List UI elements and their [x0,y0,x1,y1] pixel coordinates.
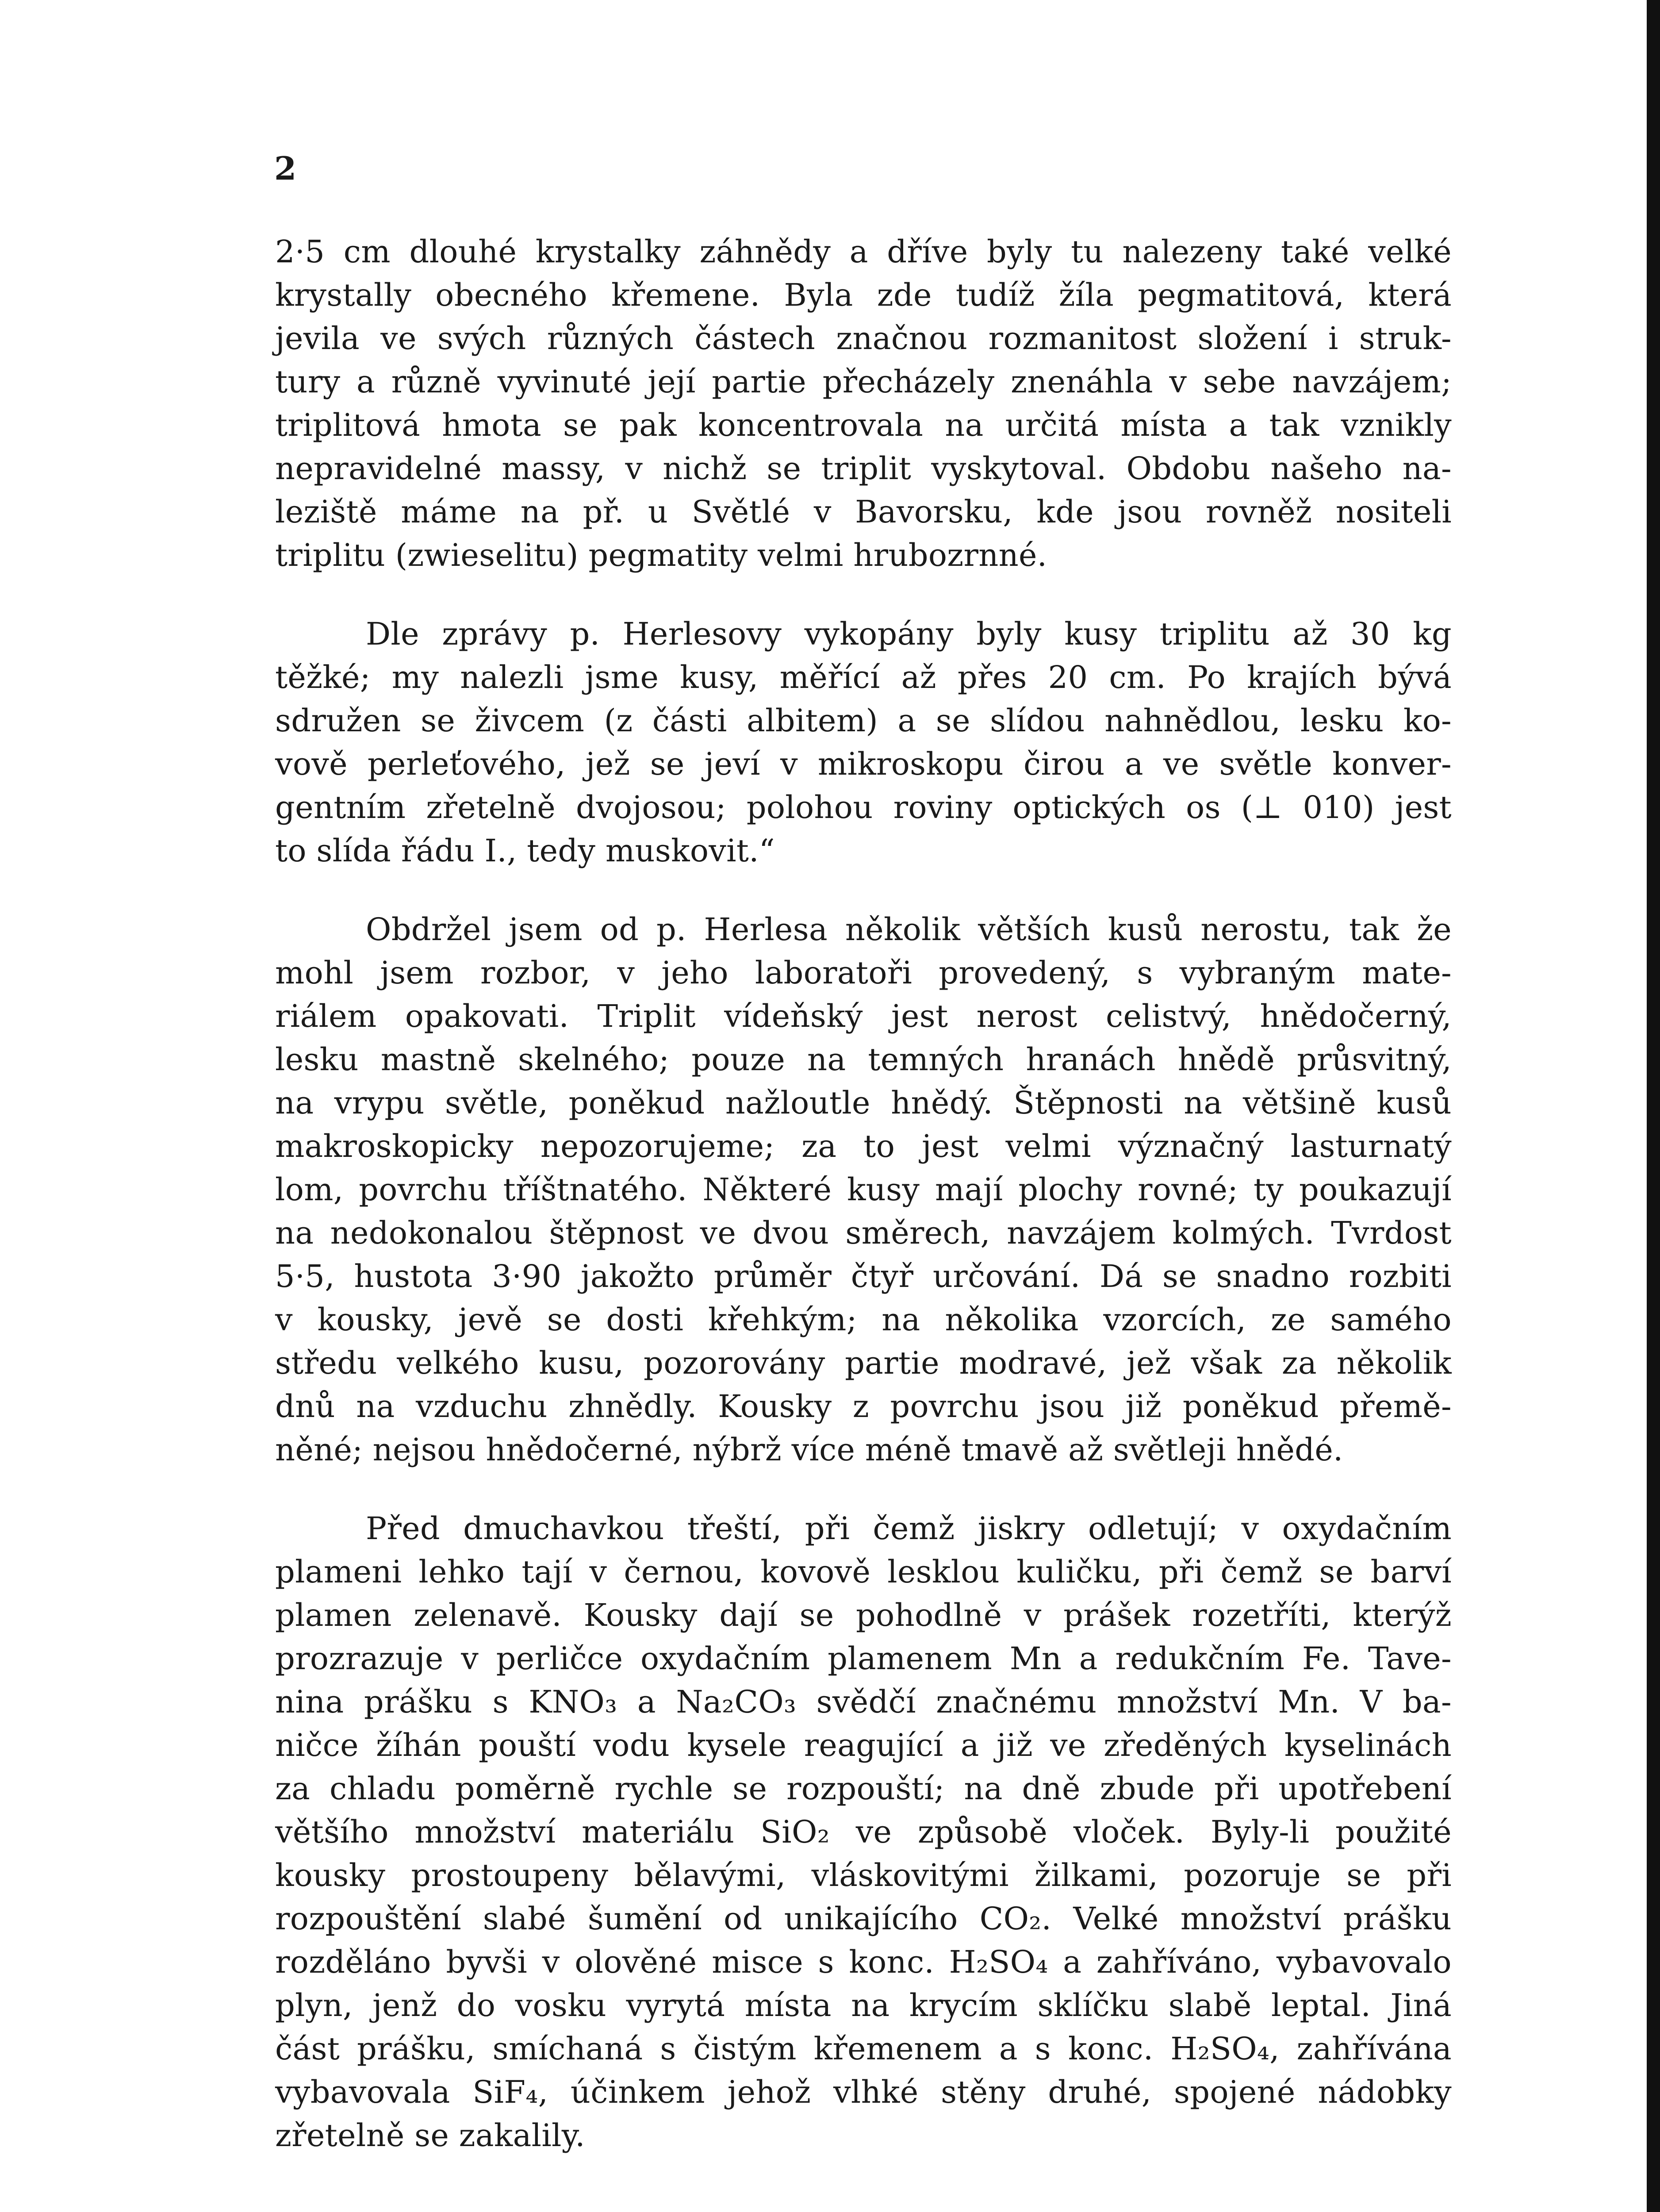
text-line: Obdržel jsem od p. Herlesa několik větších kusů nerostu, tak že [366,911,1452,948]
text-line: jevila ve svých různých částech značnou rozmanitost složení i struk- [275,320,1452,357]
text-line: leziště máme na př. u Světlé v Bavorsku, kde jsou rovněž nositeli [275,494,1452,530]
text-line: plyn, jenž do vosku vyrytá místa na krycím sklíčku slabě leptal. Jiná [275,1987,1452,2024]
text-line: krystally obecného křemene. Byla zde tudíž žíla pegmatitová, která [275,277,1452,313]
text-line: nina prášku s KNO₃ a Na₂CO₃ svědčí značnému množství Mn. V ba- [275,1684,1452,1720]
paragraph [275,612,1452,872]
paragraph-gap [275,1471,1452,1507]
text-line: lesku mastně skelného; pouze na temných hranách hnědě průsvitný, [275,1041,1452,1078]
text-line: tury a různě vyvinuté její partie přecházely znenáhla v sebe navzájem; [275,364,1452,400]
text-line: riálem opakovati. Triplit vídeňský jest nerost celistvý, hnědočerný, [275,998,1452,1034]
scan-edge [1647,0,1660,2212]
text-line: mohl jsem rozbor, v jeho laboratoři provedený, s vybraným mate- [275,955,1452,991]
text-line: triplitu (zwieselitu) pegmatity velmi hrubozrnné. [275,537,1047,573]
text-line: gentním zřetelně dvojosou; polohou roviny optických os (⊥ 010) jest [275,789,1452,826]
text-line: ničce žíhán pouští vodu kysele reagující a již ve zředěných kyselinách [275,1727,1452,1763]
text-line: 5·5, hustota 3·90 jakožto průměr čtyř určování. Dá se snadno rozbiti [275,1258,1452,1294]
text-line: něné; nejsou hnědočerné, nýbrž více méně tmavě až světleji hnědé. [275,1432,1343,1468]
text-line: Dle zprávy p. Herlesovy vykopány byly kusy triplitu až 30 kg [366,616,1452,652]
text-line: vově perleťového, jež se jeví v mikroskopu čirou a ve světle konver- [275,746,1452,782]
text-line: nepravidelné massy, v nichž se triplit vyskytoval. Obdobu našeho na- [275,450,1452,487]
text-line: to slída řádu I., tedy muskovit.“ [275,833,775,869]
text-line: makroskopicky nepozorujeme; za to jest velmi význačný lasturnatý [275,1128,1452,1164]
body-text [275,230,1452,2157]
paragraph-gap [275,577,1452,612]
text-line: 2·5 cm dlouhé krystalky záhnědy a dříve byly tu nalezeny také velké [275,234,1452,270]
text-line: většího množství materiálu SiO₂ ve způsobě vloček. Byly-li použité [275,1814,1452,1850]
text-line: plamen zelenavě. Kousky dají se pohodlně v prášek rozetříti, kterýž [275,1597,1452,1633]
text-line: triplitová hmota se pak koncentrovala na určitá místa a tak vznikly [275,407,1452,443]
text-line: prozrazuje v perličce oxydačním plamenem Mn a redukčním Fe. Tave- [275,1640,1452,1677]
text-line: kousky prostoupeny bělavými, vláskovitými žilkami, pozoruje se při [275,1857,1452,1893]
text-line: část prášku, smíchaná s čistým křemenem a s konc. H₂SO₄, zahřívána [275,2031,1452,2067]
text-line: na vrypu světle, poněkud nažloutle hnědý. Štěpnosti na většině kusů [275,1085,1452,1121]
paragraph-gap [275,872,1452,908]
page-number: 2 [274,150,297,187]
text-line: lom, povrchu tříštnatého. Některé kusy mají plochy rovné; ty poukazují [275,1171,1452,1208]
text-line: rozpouštění slabé šumění od unikajícího CO₂. Velké množství prášku [275,1901,1452,1937]
text-line: plameni lehko tají v černou, kovově lesklou kuličku, při čemž se barví [275,1554,1452,1590]
text-line: v kousky, jevě se dosti křehkým; na několika vzorcích, ze samého [275,1302,1452,1338]
paragraph [275,1507,1452,2157]
text-line: na nedokonalou štěpnost ve dvou směrech, navzájem kolmých. Tvrdost [275,1215,1452,1251]
paragraph [275,230,1452,577]
text-line: dnů na vzduchu zhnědly. Kousky z povrchu jsou již poněkud přemě- [275,1388,1452,1425]
text-line: za chladu poměrně rychle se rozpouští; na dně zbude při upotřebení [275,1770,1452,1807]
text-line: sdružen se živcem (z části albitem) a se slídou nahnědlou, lesku ko- [275,703,1452,739]
text-line: rozděláno byvši v olověné misce s konc. H₂SO₄ a zahříváno, vybavovalo [275,1944,1452,1980]
paragraph [275,908,1452,1471]
text-line: Před dmuchavkou třeští, při čemž jiskry odletují; v oxydačním [366,1510,1452,1547]
text-line: těžké; my nalezli jsme kusy, měřící až přes 20 cm. Po krajích bývá [275,659,1452,695]
text-line: vybavovala SiF₄, účinkem jehož vlhké stěny druhé, spojené nádobky [275,2074,1452,2110]
text-line: zřetelně se zakalily. [275,2117,585,2154]
text-line: středu velkého kusu, pozorovány partie modravé, jež však za několik [275,1345,1452,1381]
